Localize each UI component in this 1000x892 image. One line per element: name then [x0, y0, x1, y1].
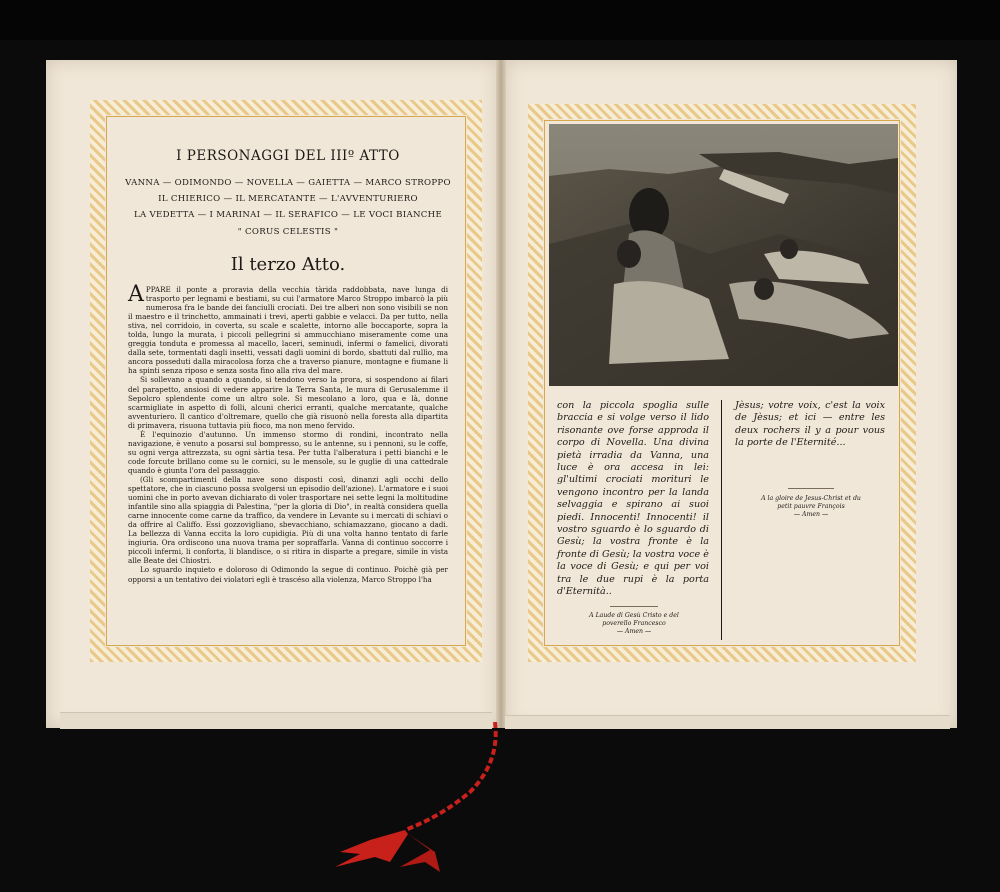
paragraph: APPARE il ponte a proravia della vecchia tàrida raddobbata, nave lunga di trasporto per legnami e bestiami, su cui l'armatore Marco Stroppo imbarcò la più numerosa fra le bande dei fanciulli crociati. Dei tre alberi non sono visibili se non il maestro e il trinchetto, ammainati i trevi, aperti gabbie e velacci. Da per tutto, nella stiva, nel corridoio, in coverta, su scale e scalette, intorno alle boccaporte, sopra la tolda, lungo la murata, i piccoli pellegrini si ammucchiano miseramente come una greggia tonduta e promessa al macello, laceri, seminudi, infermi o famelici, divorati dalla sete, tormentati dagli insetti, vessati dagli uomini di bordo, sbattuti dal rullìo, ma ancora posseduti dalla miracolosa forza che a traverso pianure, montagne e fiumane li ha spinti senza riposo e senza sosta fino alla riva del mare.: [128, 282, 448, 376]
french-dedication: A la gloire de Jesus-Christ et du petit pauvre François — Amen —: [761, 495, 861, 518]
film-still-photo: [549, 124, 898, 386]
column-divider: [721, 400, 722, 640]
paragraph: Lo sguardo inquieto e doloroso di Odimondo la segue di continuo. Poichè già per opporsi a un tentativo dei violatori egli è trascéso alla violenza, Marco Stroppo l'ha: [128, 565, 448, 584]
book-gutter: [496, 60, 506, 728]
right-page-edges: [505, 715, 950, 729]
drop-cap: A: [128, 282, 144, 307]
scene-description: [128, 282, 448, 584]
paragraph: Si sollevano a quando a quando, si tendono verso la prora, si sospendono ai filari del parapetto, ansiosi di vedere apparire la Terra Santa, le mura di Gerusalemme il Sepolcro splendente come un altro sole. Si mescolano a loro, qua e là, donne scarmigliate in aspetto di folli, alcuni cherici erranti, qualche mercatante, qualche avventuriero. Il cantico d'oltremare, quello che già risuonò nella foresta alla dipartita di primavera, risuona tuttavia più fioco, ma non meno fervido.: [128, 375, 448, 430]
cast-line: " CORUS CELESTIS ": [237, 227, 339, 237]
scene-title: Il terzo Atto.: [230, 254, 346, 275]
french-text-column: Jèsus; votre voix, c'est la voix de Jèsus; et ici — entre les deux rochers il y a pour vous la porte de l'Eternité...: [735, 400, 885, 449]
dedication-rule: [610, 606, 658, 607]
cast-line: VANNA — ODIMONDO — NOVELLA — GAIETTA — MARCO STROPPO: [125, 178, 451, 188]
act-heading: I PERSONAGGI DEL IIIº ATTO: [176, 148, 400, 164]
cast-line: LA VEDETTA — I MARINAI — IL SERAFICO — LE VOCI BIANCHE: [133, 210, 443, 220]
italian-dedication: A Laude di Gesù Cristo e del poverello Francesco — Amen —: [589, 612, 679, 635]
dedication-rule: [788, 488, 834, 489]
italian-text-column: con la piccola spoglia sulle braccia e si volge verso il lido risonante ove forse approda il corpo di Novella. Una divina pietà irradia da Vanna, una luce è ora accesa in lei: gl'ultimi crociati morituri le vengono incontro per la landa selvaggia e spirano ai suoi piedi. Innocenti! Innocenti! il vostro sguardo è lo sguardo di Gesù; la vostra fronte è la fronte di Gesù; la vostra voce è la voce di Gesù; e qui per voi tra le due rupi è la porta d'Eternità..: [557, 400, 709, 598]
paragraph: È l'equinozio d'autunno. Un immenso stormo di rondini, incontrato nella navigazione, è venuto a posarsi sul bompresso, su le antenne, su i pennoni, su le coffe, su ogni verga attrezzata, su ogni sàrtia tesa. Per tutta l'alberatura i petti bianchi e le code forcute brillano come su le cornici, su le mensole, su le guglie di una cattedrale quando è giunta l'ora del passaggio.: [128, 429, 448, 475]
cast-line: IL CHIERICO — IL MERCATANTE — L'AVVENTURIERO: [158, 194, 418, 204]
paragraph: (Gli scompartimenti della nave sono disposti così, dinanzi agli occhi dello spettatore, che in ciascuno possa svolgersi un episodio dell'azione). L'armatore e i suoi uomini che in porto avevan dichiarato di voler trasportare nei sette legni la moltitudine infantile sino alla spiaggia di Palestina, "per la gloria di Dio", in realtà considera quella carne innocente come carne da traffico, da vendere in Levante su i mercati di schiavi o da offrire al Califfo. Essi gozzovigliano, sbevacchiano, schiamazzano, giocano a dadi. La bellezza di Vanna eccita la loro cupidigia. Più di una volta hanno tentato di farle ingiuria. Ora ordiscono una nuova trama per sopraffarla. Vanna di continuo soccorre i piccoli infermi, li conforta, li blandisce, o si ritira in disparte a pregare, simile in vista alle Beate dei Chiostri.: [128, 474, 448, 566]
ribbon-bookmark: [330, 722, 510, 872]
